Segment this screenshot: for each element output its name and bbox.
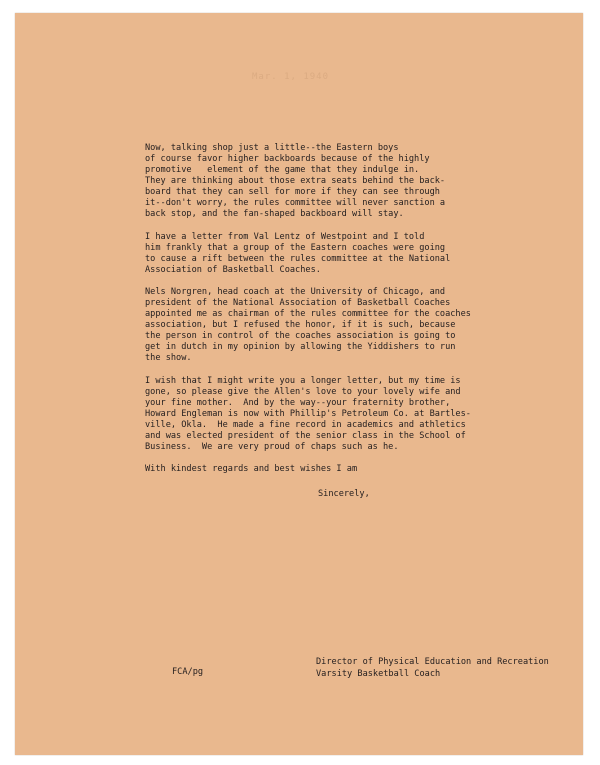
body-line: Business. We are very proud of chaps such as he. bbox=[145, 441, 399, 452]
body-line: president of the National Association of Basketball Coaches bbox=[145, 298, 451, 308]
body-line: your fine mother. And by the way--your fraternity brother, bbox=[145, 397, 451, 408]
body-line: board that they can sell for more if they can see through bbox=[145, 187, 440, 197]
body-line: With kindest regards and best wishes I am bbox=[145, 464, 358, 474]
paragraph-val-lentz bbox=[145, 232, 575, 276]
paragraph-longer-letter bbox=[145, 376, 575, 453]
body-line: back stop, and the fan-shaped backboard will stay. bbox=[145, 209, 404, 219]
closing-sincerely: Sincerely, bbox=[318, 489, 370, 499]
typist-initials: FCA/pg bbox=[172, 667, 204, 677]
body-line: Association of Basketball Coaches. bbox=[145, 264, 321, 275]
body-line: the show. bbox=[145, 353, 192, 363]
body-line: and was elected president of the senior class in the School of bbox=[145, 430, 466, 441]
body-line: gone, so please give the Allen's love to your lovely wife and bbox=[145, 386, 461, 397]
body-line: to cause a rift between the rules committee at the National bbox=[145, 253, 451, 264]
body-line: get in dutch in my opinion by allowing the Yiddishers to run bbox=[145, 342, 456, 352]
paragraph-regards bbox=[145, 464, 575, 475]
body-line: I wish that I might write you a longer letter, but my time is bbox=[145, 375, 461, 386]
faint-bleed-through-header: Mar. 1, 1940 bbox=[252, 72, 330, 82]
body-line: it--don't worry, the rules committee will never sanction a bbox=[145, 198, 446, 208]
body-line: him frankly that a group of the Eastern coaches were going bbox=[145, 242, 446, 253]
body-line: They are thinking about those extra seats behind the back- bbox=[145, 176, 446, 186]
body-line: I have a letter from Val Lentz of Westpoint and I told bbox=[145, 231, 425, 242]
signature-title-line: Varsity Basketball Coach bbox=[316, 668, 441, 679]
body-line: promotive element of the game that they indulge in. bbox=[145, 165, 420, 175]
signature-block bbox=[316, 657, 549, 680]
body-line: of course favor higher backboards because of the highly bbox=[145, 154, 430, 164]
body-line: Nels Norgren, head coach at the University of Chicago, and bbox=[145, 287, 446, 297]
body-line: association, but I refused the honor, if it is such, because bbox=[145, 320, 456, 330]
letter-body bbox=[145, 143, 575, 487]
signature-title-line: Director of Physical Education and Recreation bbox=[316, 657, 549, 667]
body-line: Howard Engleman is now with Phillip's Petroleum Co. at Bartles- bbox=[145, 408, 471, 419]
body-line: ville, Okla. He made a fine record in academics and athletics bbox=[145, 419, 466, 430]
body-line: the person in control of the coaches association is going to bbox=[145, 331, 456, 341]
body-line: Now, talking shop just a little--the Eastern boys bbox=[145, 143, 399, 153]
paragraph-rules-committee bbox=[145, 287, 575, 364]
body-line: appointed me as chairman of the rules committee for the coaches bbox=[145, 309, 471, 319]
paragraph-backboards bbox=[145, 143, 575, 220]
